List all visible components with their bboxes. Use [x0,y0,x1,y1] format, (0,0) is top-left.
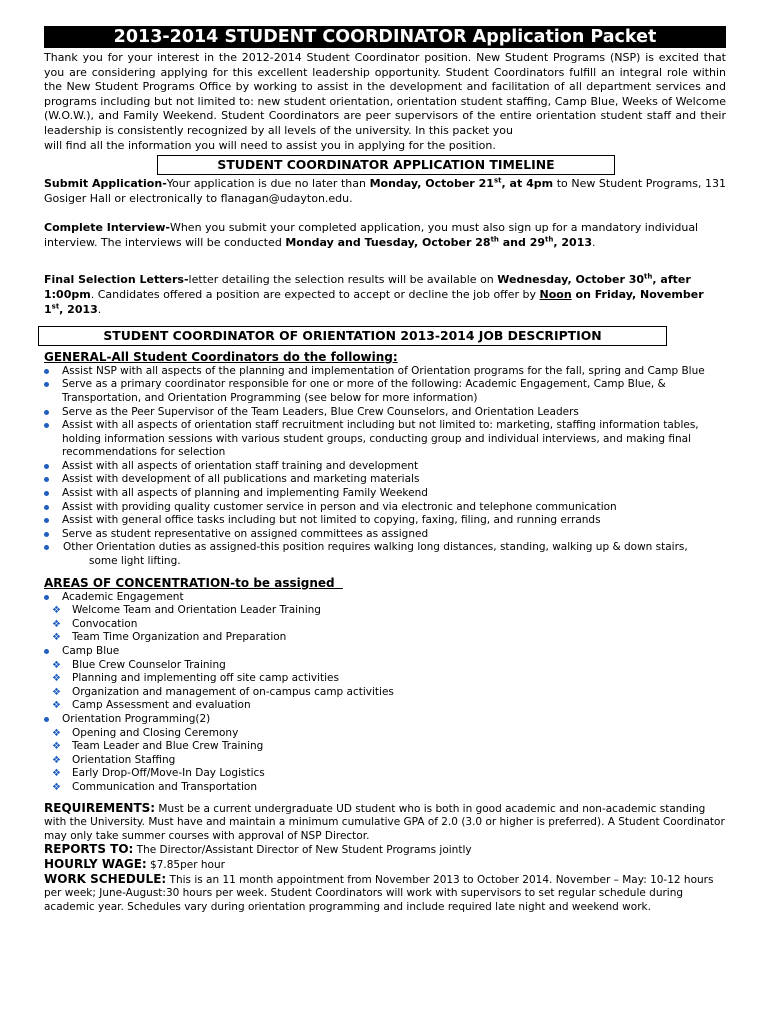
sub-list-item-text: Planning and implementing off site camp activities [72,672,339,685]
sub-list-item-text: Convocation [72,617,138,630]
interview-date-1-sup: th [490,234,499,243]
bullet-dot-icon [44,423,49,428]
list-item-text: Assist with all aspects of orientation staff training and development [62,459,419,472]
interview-date-2: and 29 [498,235,546,249]
final-date-1: Wednesday, October 30 [497,273,645,287]
sub-list-item-text: Opening and Closing Ceremony [72,726,239,739]
timeline-heading: STUDENT COORDINATOR APPLICATION TIMELINE [157,155,615,175]
list-item-continuation: some light lifting. [89,555,181,568]
sub-list-item-text: Organization and management of on-campus camp activities [72,685,394,698]
list-item-text: Serve as the Peer Supervisor of the Team Leaders, Blue Crew Counselors, and Orientation Leaders [62,405,579,418]
diamond-bullet-icon: ❖ [52,673,61,685]
hourly-wage-label: HOURLY WAGE: [44,856,147,871]
list-item-text: Assist with all aspects of orientation staff recruitment including but not limited to: marketing, staffing information tables, holding information sessions with various student groups, conducting group and individual interviews, and making final recommendations for selection [62,419,699,459]
final-text-2: . Candidates offered a position are expected to accept or decline the job offer by [90,288,540,302]
bullet-dot-icon [44,545,49,550]
diamond-bullet-icon: ❖ [52,659,61,671]
sub-list-item [44,754,726,768]
area-item [44,591,726,645]
final-text-1: letter detailing the selection results will be available on [188,273,498,287]
diamond-bullet-icon: ❖ [52,632,61,644]
interview-text-2: . [592,235,596,249]
list-item [44,406,726,420]
sub-list-item-text: Orientation Staffing [72,753,176,766]
sub-list-item [44,781,726,795]
list-item [44,514,726,528]
intro-last-line: will find all the information you will need to assist you in applying for the position. [44,138,496,152]
submit-text-1: Your application is due no later than [166,177,370,191]
area-sub-list [44,727,726,795]
list-item [44,541,726,568]
interview-year: , 2013 [553,235,592,249]
complete-interview-text [44,221,726,251]
sub-list-item-text: Communication and Transportation [72,780,258,793]
hourly-wage-text: $7.85per hour [146,858,225,871]
intro-paragraph [44,51,726,153]
diamond-bullet-icon: ❖ [52,741,61,753]
diamond-bullet-icon: ❖ [52,727,61,739]
requirements-paragraph [44,802,726,844]
list-item [44,528,726,542]
final-text-3: . [97,302,102,316]
general-heading: GENERAL-All Student Coordinators do the following: [44,349,398,364]
bullet-dot-icon [44,649,49,654]
final-time: , after 1:00pm [44,273,691,302]
reports-to-paragraph [44,843,726,858]
list-item-text: Assist with providing quality customer service in person and via electronic and telephone communication [62,500,617,513]
submit-date-sup: st [493,176,502,185]
list-item [44,378,726,405]
bullet-dot-icon [44,595,49,600]
submit-text-2: to New Student Programs, 131 Gosiger Hall or electronically to flanagan@udayton.edu. [44,177,726,205]
final-noon: Noon [539,288,572,302]
sub-list-item-text: Camp Assessment and evaluation [72,699,251,712]
submit-time: , at 4pm [501,177,554,191]
bullet-dot-icon [44,518,49,523]
diamond-bullet-icon: ❖ [52,781,61,793]
work-schedule-label: WORK SCHEDULE: [44,871,167,886]
sub-list-item [44,699,726,713]
area-sub-list [44,604,726,645]
reports-to-label: REPORTS TO: [44,842,134,857]
sub-list-item-text: Team Time Organization and Preparation [72,631,287,644]
sub-list-item [44,740,726,754]
list-item-text: Serve as a primary coordinator responsible for one or more of the following: Academic Engagement, Camp Blue, & Transportation, and Orientation Programming (see below for more information) [62,378,666,404]
final-date-3-sup: st [51,302,60,311]
reports-to-text: The Director/Assistant Director of New Student Programs jointly [133,844,472,857]
list-item [44,460,726,474]
list-item [44,473,726,487]
sub-list-item-text: Team Leader and Blue Crew Training [72,740,264,753]
sub-list-item [44,672,726,686]
sub-list-item [44,618,726,632]
sub-list-item [44,767,726,781]
bullet-dot-icon [44,477,49,482]
final-year: , 2013 [59,302,98,316]
bullet-dot-icon [44,491,49,496]
hourly-wage-paragraph [44,858,726,873]
area-item [44,645,726,713]
bullet-dot-icon [44,717,49,722]
list-item [44,487,726,501]
diamond-bullet-icon: ❖ [52,768,61,780]
sub-list-item-text: Early Drop-Off/Move-In Day Logistics [72,767,265,780]
bullet-dot-icon [44,464,49,469]
list-item-text: Assist with all aspects of planning and implementing Family Weekend [62,487,428,500]
bullet-dot-icon [44,382,49,387]
diamond-bullet-icon: ❖ [52,618,61,630]
submit-application-text [44,177,726,207]
diamond-bullet-icon: ❖ [52,754,61,766]
final-date-1-sup: th [644,272,653,281]
area-name: Camp Blue [62,645,120,658]
interview-date-1: Monday and Tuesday, October 28 [285,235,491,249]
interview-text-1: When you submit your completed application, you must also sign up for a mandatory individual interview. The interviews will be conducted [44,220,699,249]
list-item-text: Serve as student representative on assigned committees as assigned [62,527,429,540]
list-item [44,419,726,460]
general-duties-list [44,365,726,569]
final-date-3: on Friday, November 1 [44,288,704,316]
areas-list [44,591,726,795]
sub-list-item-text: Blue Crew Counselor Training [72,658,226,671]
list-item-text: Assist NSP with all aspects of the planning and implementation of Orientation programs for the fall, spring and Camp Blue [62,364,705,377]
sub-list-item [44,659,726,673]
sub-list-item [44,631,726,645]
sub-list-item [44,727,726,741]
list-item [44,501,726,515]
diamond-bullet-icon: ❖ [52,686,61,698]
page-title: 2013-2014 STUDENT COORDINATOR Application Packet [44,26,726,48]
interview-label: Complete Interview- [44,220,170,234]
bullet-dot-icon [44,505,49,510]
list-item-text: Other Orientation duties as assigned-this position requires walking long distances, standing, walking up & down stairs, [63,541,688,554]
application-packet [44,26,726,914]
work-schedule-paragraph [44,873,726,915]
area-sub-list [44,659,726,713]
final-label: Final Selection Letters- [44,273,189,287]
diamond-bullet-icon: ❖ [52,605,61,617]
submit-date [370,177,554,190]
interview-date-2-sup: th [545,234,554,243]
submit-label: Submit Application- [44,177,167,191]
requirements-text: Must be a current undergraduate UD student who is both in good academic and non-academic standing with the University. Must have and maintain a minimum cumulative GPA of 2.0 (3.0 or higher is preferred). A Student Coordinator may only take summer courses with approval of NSP Director. [44,802,725,842]
list-item-text: Assist with development of all publications and marketing materials [62,473,420,486]
sub-list-item [44,604,726,618]
work-schedule-text: This is an 11 month appointment from November 2013 to October 2014. November – May: 10-12 hours per week; June-August:30 hours per week. Student Coordinators will work with supervisors to set regular schedule during academic year. Schedules vary during orientation programming and include required late night and weekend work. [44,873,714,913]
submit-date-text: Monday, October 21 [369,177,494,191]
sub-list-item-text: Welcome Team and Orientation Leader Training [72,604,321,617]
job-description-heading: STUDENT COORDINATOR OF ORIENTATION 2013-2014 JOB DESCRIPTION [38,326,667,346]
bullet-dot-icon [44,369,49,374]
list-item-text: Assist with general office tasks including but not limited to copying, faxing, filing, and running errands [62,514,601,527]
list-item [44,365,726,379]
intro-body: Thank you for your interest in the 2012-2014 Student Coordinator position. New Student Programs (NSP) is excited that you are considering applying for this excellent leadership opportunity. Student Coordinators fulfill an integral role within the New Student Programs Office by working to assist in the development and facilitation of all department services and programs including but not limited to: new student orientation, orientation student staffing, Camp Blue, Weeks of Welcome (W.O.W.), and Family Weekend. Student Coordinators are peer supervisors of the entire orientation student staff and their leadership is consistently recognized by all levels of the university. In this packet you [44,51,726,137]
diamond-bullet-icon: ❖ [52,700,61,712]
bullet-dot-icon [44,410,49,415]
requirements-label: REQUIREMENTS: [44,800,156,815]
interview-dates [285,236,592,249]
areas-heading: AREAS OF CONCENTRATION-to be assigned [44,575,343,590]
final-selection-text [44,273,726,317]
area-item [44,713,726,795]
bullet-dot-icon [44,532,49,537]
area-name: Orientation Programming(2) [62,712,211,725]
sub-list-item [44,686,726,700]
area-name: Academic Engagement [62,590,184,603]
